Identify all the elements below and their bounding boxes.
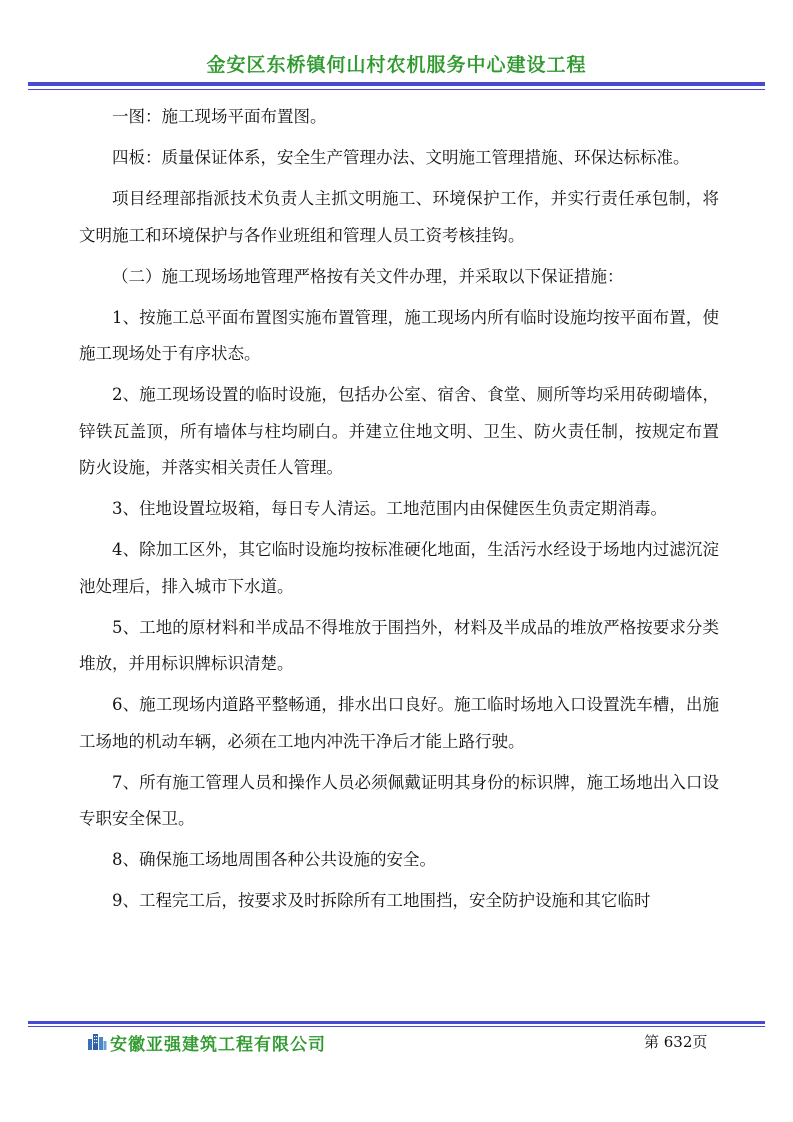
footer-company-name: 安徽亚强建筑工程有限公司 — [110, 1035, 326, 1055]
document-body — [79, 99, 719, 924]
paragraph: 2、施工现场设置的临时设施，包括办公室、宿舍、食堂、厕所等均采用砖砌墙体，锌铁瓦盖顶，所有墙体与柱均刷白。并建立住地文明、卫生、防火责任制，按规定布置防火设施，并落实相关责任人管理。 — [79, 385, 719, 477]
paragraph: 7、所有施工管理人员和操作人员必须佩戴证明其身份的标识牌，施工场地出入口设专职安全保卫。 — [79, 772, 719, 828]
header-rule-thick — [28, 82, 765, 86]
paragraph: （二）施工现场场地管理严格按有关文件办理，并采取以下保证措施： — [112, 266, 624, 286]
paragraph: 四板：质量保证体系，安全生产管理办法、文明施工管理措施、环保达标标准。 — [112, 148, 690, 167]
paragraph: 一图：施工现场平面布置图。 — [112, 107, 327, 126]
paragraph: 4、除加工区外，其它临时设施均按标准硬化地面，生活污水经设于场地内过滤沉淀池处理后，排入城市下水道。 — [79, 540, 719, 596]
paragraph: 6、施工现场内道路平整畅通，排水出口良好。施工临时场地入口设置洗车槽，出施工场地的机动车辆，必须在工地内冲洗干净后才能上路行驶。 — [79, 695, 719, 751]
header-title: 金安区东桥镇何山村农机服务中心建设工程 — [206, 54, 587, 76]
building-logo-icon — [87, 1031, 107, 1051]
header-rule-thin — [28, 89, 765, 90]
page-number: 第 632页 — [644, 1033, 708, 1051]
paragraph: 9、工程完工后，按要求及时拆除所有工地围挡，安全防护设施和其它临时 — [112, 891, 651, 910]
paragraph: 5、工地的原材料和半成品不得堆放于围挡外，材料及半成品的堆放严格按要求分类堆放，并用标识牌标识清楚。 — [79, 617, 719, 673]
paragraph: 1、按施工总平面布置图实施布置管理，施工现场内所有临时设施均按平面布置，使施工现场处于有序状态。 — [79, 307, 719, 363]
footer-rule-thin — [28, 1026, 765, 1027]
paragraph: 项目经理部指派技术负责人主抓文明施工、环境保护工作，并实行责任承包制，将文明施工和环境保护与各作业班组和管理人员工资考核挂钩。 — [79, 189, 719, 245]
paragraph: 3、住地设置垃圾箱，每日专人清运。工地范围内由保健医生负责定期消毒。 — [112, 499, 667, 518]
paragraph: 8、确保施工场地周围各种公共设施的安全。 — [112, 850, 436, 869]
footer-rule-thick — [28, 1021, 765, 1024]
